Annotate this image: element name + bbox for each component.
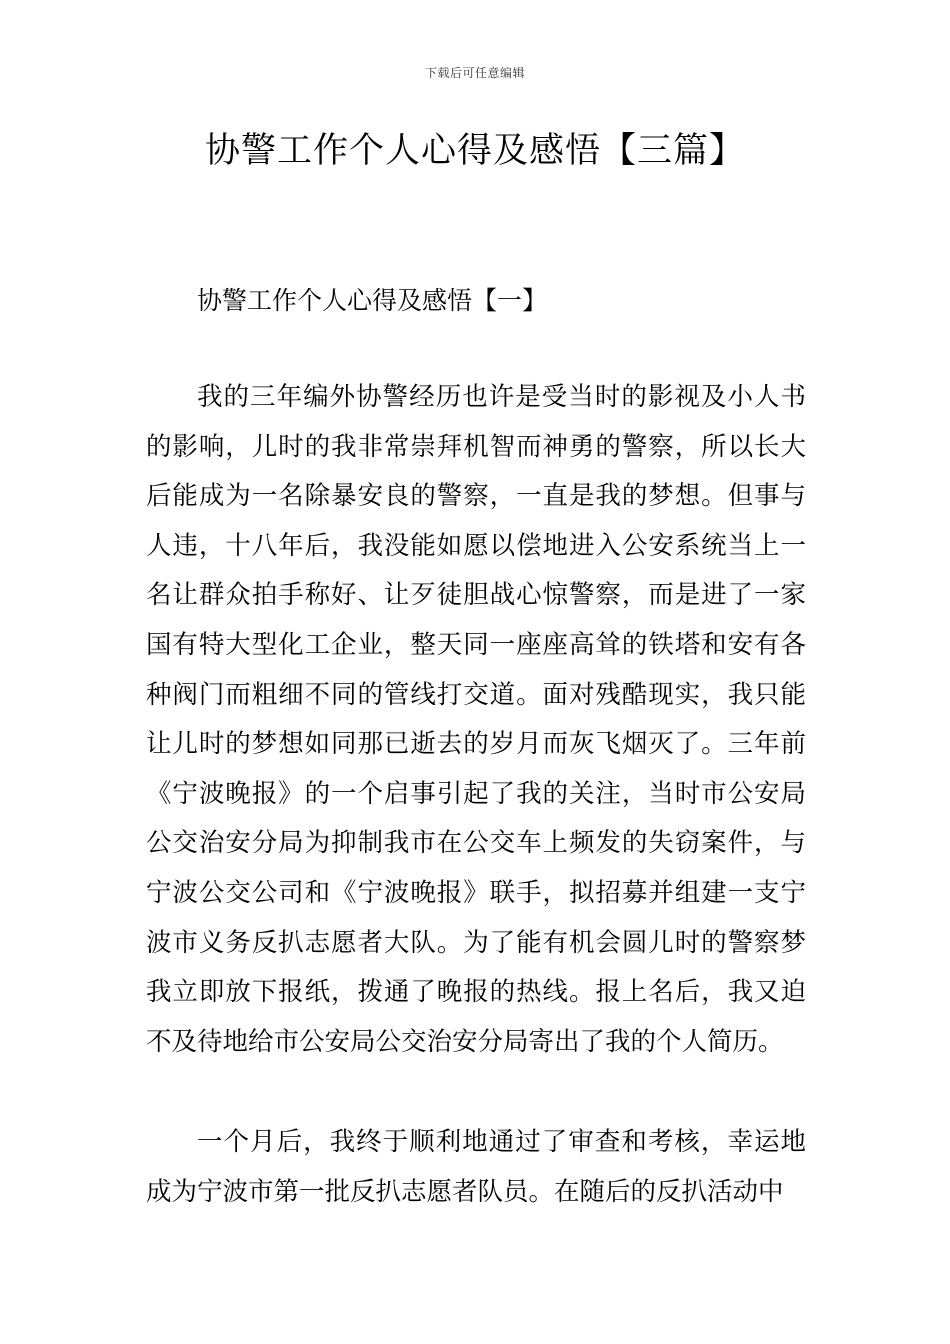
- body-paragraph: 一个月后，我终于顺利地通过了审查和考核，幸运地成为宁波市第一批反扒志愿者队员。在随后的反扒活动中: [146, 1127, 806, 1207]
- body-paragraph: 我的三年编外协警经历也许是受当时的影视及小人书的影响，儿时的我非常崇拜机智而神勇的警察，所以长大后能成为一名除暴安良的警察，一直是我的梦想。但事与人违，十八年后，我没能如愿以偿地进入公安系统当上一名让群众拍手称好、让歹徒胆战心惊警察，而是进了一家国有特大型化工企业，整天同一座座高耸的铁塔和安有各种阀门而粗细不同的管线打交道。面对残酷现实，我只能让儿时的梦想如同那已逝去的岁月而灰飞烟灭了。三年前《宁波晚报》的一个启事引起了我的关注，当时市公安局公交治安分局为抑制我市在公交车上频发的失窃案件，与宁波公交公司和《宁波晚报》联手，拟招募并组建一支宁波市义务反扒志愿者大队。为了能有机会圆儿时的警察梦我立即放下报纸，拨通了晚报的热线。报上名后，我又迫不及待地给市公安局公交治安分局寄出了我的个人简历。: [146, 382, 806, 1057]
- section-heading: 协警工作个人心得及感悟【一】: [197, 286, 548, 315]
- document-title: 协警工作个人心得及感悟【三篇】: [204, 131, 745, 171]
- header-note: 下载后可任意编辑: [424, 66, 525, 80]
